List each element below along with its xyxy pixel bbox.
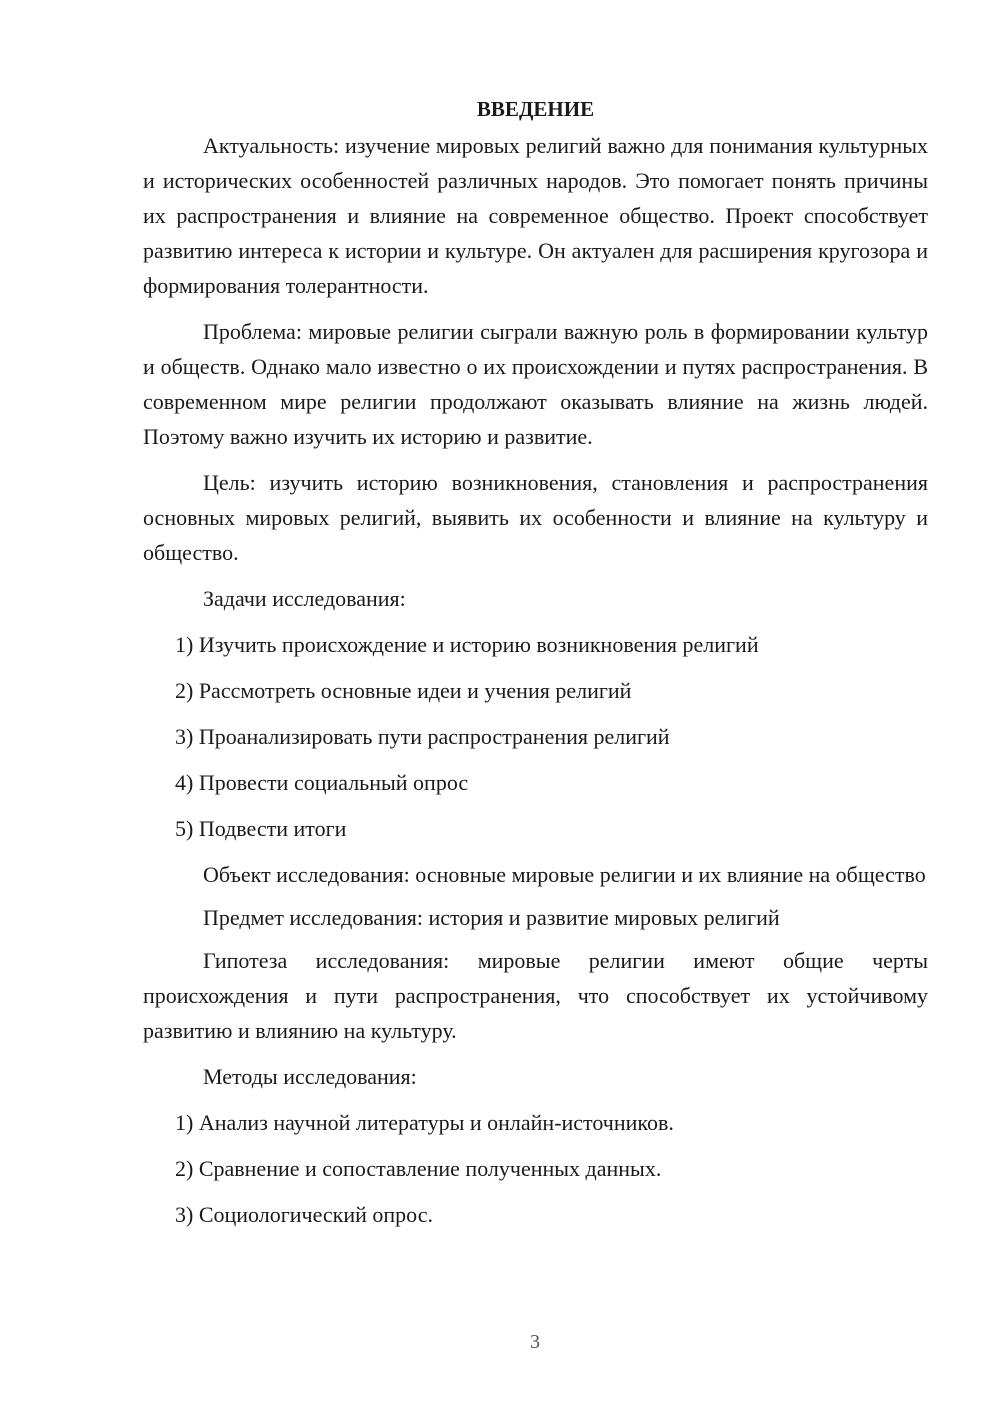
problem-paragraph: Проблема: мировые религии сыграли важную роль в формировании культур и обществ. Однако мало известно о их происхождении и путях распространения. В современном мире религии продолжают оказывать влияние на жизнь людей. Поэтому важно изучить их историю и развитие. bbox=[143, 319, 928, 449]
task-item: 2) Рассмотреть основные идеи и учения религий bbox=[175, 678, 632, 703]
task-item: 4) Провести социальный опрос bbox=[175, 770, 469, 795]
methods-list bbox=[143, 1105, 928, 1232]
task-item: 5) Подвести итоги bbox=[175, 816, 347, 841]
method-item: 2) Сравнение и сопоставление полученных данных. bbox=[175, 1156, 662, 1181]
page-number: 3 bbox=[530, 1331, 540, 1353]
method-item: 1) Анализ научной литературы и онлайн-источников. bbox=[175, 1110, 674, 1135]
page-title: ВВЕДЕНИЕ bbox=[476, 97, 595, 121]
object-paragraph: Объект исследования: основные мировые религии и их влияние на общество bbox=[203, 862, 926, 887]
hypothesis-paragraph: Гипотеза исследования: мировые религии имеют общие черты происхождения и пути распространения, что способствует их устойчивому развитию и влиянию на культуру. bbox=[143, 948, 928, 1043]
relevance-paragraph: Актуальность: изучение мировых религий важно для понимания культурных и исторических особенностей различных народов. Это помогает понять причины их распространения и влияние на современное общество. Проект способствует развитию интереса к истории и культуре. Он актуален для расширения кругозора и формирования толерантности. bbox=[143, 133, 928, 298]
tasks-label: Задачи исследования: bbox=[203, 586, 406, 611]
goal-paragraph: Цель: изучить историю возникновения, становления и распространения основных мировых религий, выявить их особенности и влияние на культуру и общество. bbox=[143, 470, 928, 565]
task-item: 3) Проанализировать пути распространения религий bbox=[175, 724, 670, 749]
method-item: 3) Социологический опрос. bbox=[175, 1202, 433, 1227]
methods-label: Методы исследования: bbox=[203, 1064, 417, 1089]
task-item: 1) Изучить происхождение и историю возникновения религий bbox=[175, 632, 759, 657]
page-content bbox=[143, 92, 928, 1243]
tasks-list bbox=[143, 627, 928, 846]
subject-paragraph: Предмет исследования: история и развитие мировых религий bbox=[203, 905, 780, 930]
